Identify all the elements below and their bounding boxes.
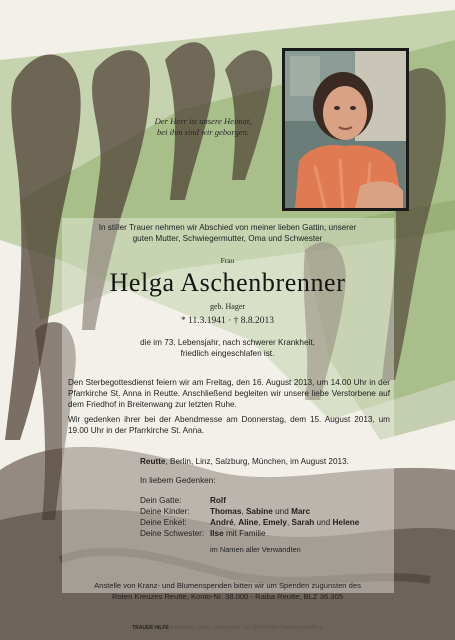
- sister-suffix: mit Familie: [223, 529, 266, 538]
- age-note: [110, 337, 345, 359]
- grandchild-name: Aline: [238, 518, 259, 527]
- donation-line-1: Anstelle von Kranz- und Blumenspenden bitten wir um Spenden zugunsten des: [94, 581, 361, 590]
- motto-quote: [118, 116, 288, 138]
- intro-line-1: In stiller Trauer nehmen wir Abschied von meiner lieben Gattin, unserer: [98, 223, 357, 232]
- sister-name: Ilse: [210, 529, 224, 538]
- sister-label: Deine Schwester:: [140, 529, 205, 538]
- mourners-list: [140, 495, 359, 539]
- separator: ,: [241, 507, 246, 516]
- in-memory-heading: In liebem Gedenken:: [140, 476, 216, 485]
- intro-text: [60, 222, 395, 244]
- grandchild-name: Emely: [262, 518, 287, 527]
- deceased-name: Helga Aschenbrenner: [109, 268, 346, 297]
- child-name: Marc: [291, 507, 311, 516]
- grandchild-name: Helene: [332, 518, 360, 527]
- age-line-1: die im 73. Lebensjahr, nach schwerer Krankheit,: [140, 338, 315, 347]
- spouse-label: Dein Gatte:: [140, 496, 182, 505]
- maiden-name: geb. Hager: [209, 302, 246, 311]
- mourner-row-children: [140, 506, 359, 517]
- spouse-name: Rolf: [210, 496, 226, 505]
- family-note: im Namen aller Verwandten: [210, 545, 301, 554]
- portrait-photo: [282, 48, 409, 211]
- separator: ,: [233, 518, 239, 527]
- mourner-row-grandchildren: [140, 517, 359, 528]
- age-line-2: friedlich eingeschlafen ist.: [180, 349, 275, 358]
- motto-line-1: Der Herr ist unsere Heimat,: [154, 116, 252, 126]
- motto-line-2: bei ihm sind wir geborgen.: [156, 127, 250, 137]
- footer-details: Bestattung Lengle, Lechaschau, Tel. 05672-62577 www.trauerhilfe.at: [168, 625, 323, 631]
- child-name: Thomas: [210, 507, 242, 516]
- separator: ,: [286, 518, 292, 527]
- conjunction: und: [316, 518, 331, 527]
- place-date-line: [140, 457, 349, 466]
- conjunction: und: [275, 507, 289, 516]
- place-rest: , Berlin, Linz, Salzburg, München, im August 2013.: [165, 457, 349, 466]
- mass-paragraph: Wir gedenken ihrer bei der Abendmesse am Donnerstag, dem 15. August 2013, um 19.00 Uhr in der Pfarrkirche St. Anna.: [68, 415, 390, 435]
- mourner-row-spouse: [140, 495, 359, 506]
- footer-imprint: [110, 625, 345, 631]
- child-name: Sabine: [245, 507, 273, 516]
- life-dates: * 11.3.1941 · † 8.8.2013: [180, 316, 275, 326]
- mourner-row-sister: [140, 528, 359, 539]
- grandchildren-label: Deine Enkel:: [140, 518, 187, 527]
- donation-request: [70, 580, 385, 602]
- donation-line-2: Roten Kreuzes Reutte, Konto-Nr. 38.000 - Raiba Reutte, BLZ 36.305: [112, 592, 343, 601]
- separator: ,: [258, 518, 263, 527]
- grandchild-name: Sarah: [291, 518, 315, 527]
- grandchild-name: André: [210, 518, 234, 527]
- portrait-image: [285, 51, 406, 208]
- intro-line-2: guten Mutter, Schwiegermutter, Oma und Schwester: [132, 234, 323, 243]
- funeral-paragraph: Den Sterbegottesdienst feiern wir am Freitag, den 16. August 2013, um 14.00 Uhr in der Pfarrkirche St. Anna in Reutte. Anschließend begleiten wir unsere liebe Verstorbene auf dem Friedhof in Breitenwang zur letzten Ruhe.: [68, 378, 390, 409]
- footer-brand: TRAUER HILFE: [132, 625, 169, 631]
- children-label: Deine Kinder:: [140, 507, 190, 516]
- title-label: Frau: [220, 256, 235, 265]
- place-city: Reutte: [140, 457, 166, 466]
